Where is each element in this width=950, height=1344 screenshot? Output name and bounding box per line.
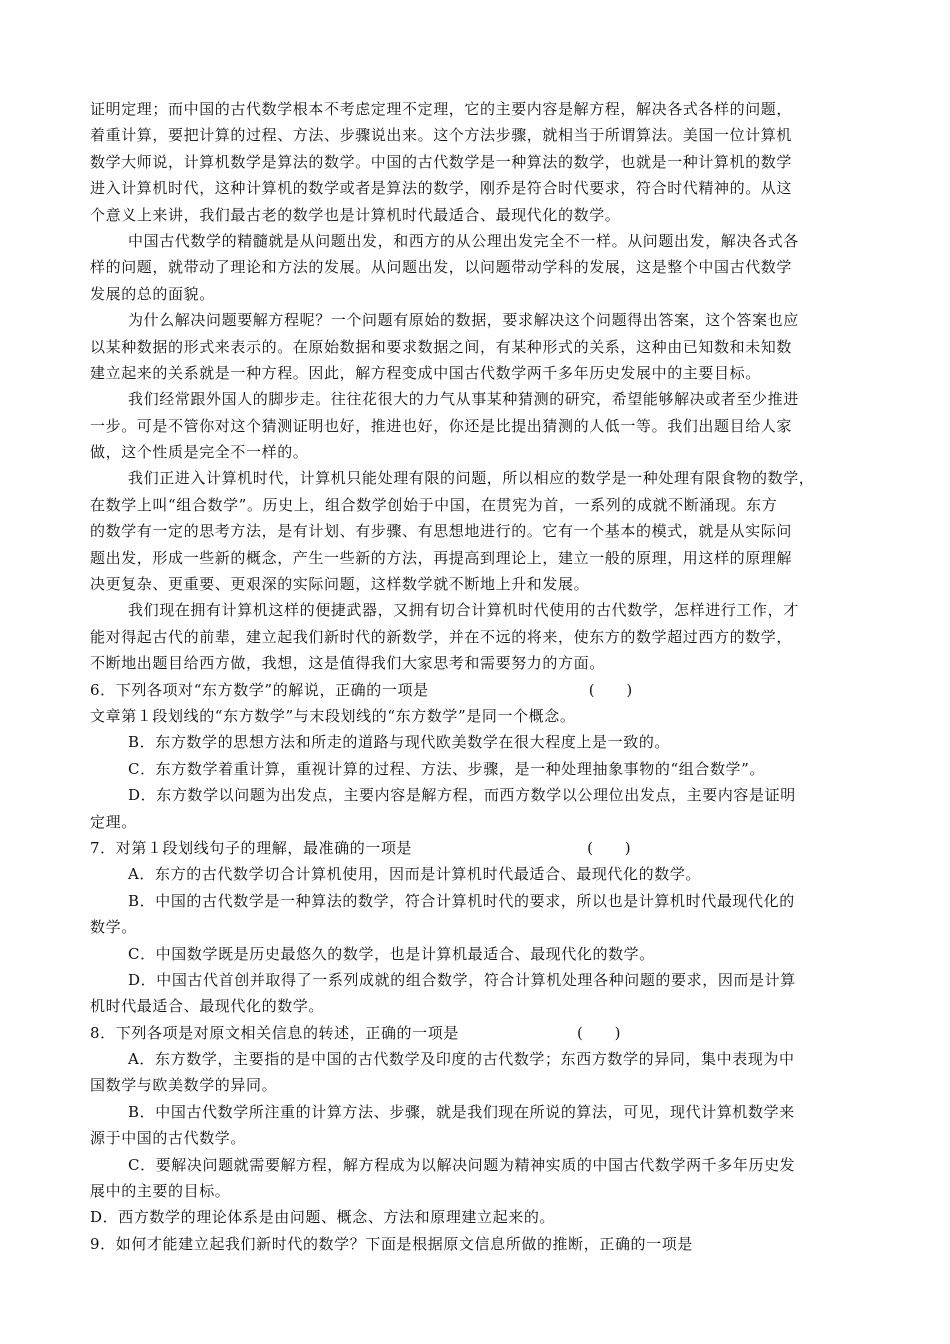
line-text: 做，这个性质是完全不一样的。 <box>90 443 309 462</box>
reading-passage <box>90 96 866 677</box>
line-text: C．要解决问题就需要解方程，解方程成为以解决问题为精神实质的中国古代数学两千多年历史发 <box>128 1155 796 1174</box>
line-text: 能对得起古代的前辈，建立起我们新时代的新数学，并在不远的将来，使东方的数学超过西方的数学， <box>90 627 793 646</box>
answer-blank: ( ) <box>587 838 632 857</box>
line-text: C．东方数学着重计算，重视计算的过程、方法、步骤，是一种处理抽象事物的“组合数学”。 <box>128 759 766 778</box>
passage-line <box>90 597 866 623</box>
line-text: 决更复杂、更重要、更艰深的实际问题，这样数学就不断地上升和发展。 <box>90 575 590 594</box>
line-text: D．中国古代首创并取得了一系列成就的组合数学，符合计算机处理各种问题的要求，因而是计算 <box>128 970 796 989</box>
line-text: 文章第１段划线的“东方数学”与末段划线的“东方数学”是同一个概念。 <box>90 706 576 725</box>
line-text: 在数学上叫“组合数学”。历史上，组合数学创始于中国，在贯宪为首，一系列的成就不断涌现。东方 <box>90 495 778 514</box>
question-line <box>90 729 866 755</box>
passage-line <box>90 545 866 571</box>
line-text: 着重计算，要把计算的过程、方法、步骤说出来。这个方法步骤，就相当于所谓算法。美国一位计算机 <box>90 126 793 145</box>
question-line <box>90 809 866 835</box>
line-text: 7．对第１段划线句子的理解，最准确的一项是 <box>90 838 413 857</box>
passage-line <box>90 122 866 148</box>
line-text: 数学大师说，计算机数学是算法的数学。中国的古代数学是一种算法的数学，也就是一种计算机的数学 <box>90 152 793 171</box>
passage-line <box>90 175 866 201</box>
line-text: 以某种数据的形式来表示的。在原始数据和要求数据之间，有某种形式的关系，这种由已知数和未知数 <box>90 337 793 356</box>
question-line <box>90 1204 866 1230</box>
question-line <box>90 914 866 940</box>
question-line <box>90 888 866 914</box>
line-text: 我们经常跟外国人的脚步走。往往花很大的力气从事某种猜测的研究，希望能够解决或者至少推进 <box>128 390 799 409</box>
line-text: 个意义上来讲，我们最古老的数学也是计算机时代最适合、最现代化的数学。 <box>90 205 621 224</box>
passage-line <box>90 96 866 122</box>
passage-line <box>90 413 866 439</box>
line-text: 证明定理；而中国的古代数学根本不考虑定理不定理，它的主要内容是解方程，解决各式各样的问题， <box>90 100 793 118</box>
line-text: A．东方数学，主要指的是中国的古代数学及印度的古代数学；东西方数学的异同，集中表现为中 <box>128 1050 795 1069</box>
line-text: 中国古代数学的精髓就是从问题出发，和西方的从公理出发完全不一样。从问题出发，解决各式各 <box>128 231 799 250</box>
question-line <box>90 1178 866 1204</box>
question-line <box>90 967 866 993</box>
line-text: 8．下列各项是对原文相关信息的转述，正确的一项是 <box>90 1023 459 1042</box>
question-line <box>90 1072 866 1098</box>
question-line <box>90 861 866 887</box>
document-page <box>90 96 866 1257</box>
passage-line <box>90 571 866 597</box>
line-text: 为什么解决问题要解方程呢？一个问题有原始的数据，要求解决这个问题得出答案，这个答案也应 <box>128 311 799 330</box>
line-text: 机时代最适合、最现代化的数学。 <box>90 997 325 1016</box>
line-text: 6．下列各项对“东方数学”的解说，正确的一项是 <box>90 680 429 699</box>
passage-line <box>90 307 866 333</box>
passage-line <box>90 149 866 175</box>
question-line <box>90 1046 866 1072</box>
line-text: D．西方数学的理论体系是由问题、概念、方法和原理建立起来的。 <box>90 1208 556 1227</box>
line-text: 样的问题，就带动了理论和方法的发展。从问题出发，以问题带动学科的发展，这是整个中国古代数学 <box>90 258 793 277</box>
line-text: 我们现在拥有计算机这样的便捷武器，又拥有切合计算机时代使用的古代数学，怎样进行工作，才 <box>128 601 799 620</box>
passage-line <box>90 439 866 465</box>
line-text: B．中国的古代数学是一种算法的数学，符合计算机时代的要求，所以也是计算机时代最现代化的 <box>128 891 795 910</box>
question-line <box>90 1231 866 1257</box>
line-text: 建立起来的关系就是一种方程。因此，解方程变成中国古代数学两千多年历史发展中的主要目标。 <box>90 363 761 382</box>
line-text: D．东方数学以问题为出发点，主要内容是解方程，而西方数学以公理位出发点，主要内容是证明 <box>128 786 796 805</box>
line-text: 数学。 <box>90 918 137 937</box>
passage-line <box>90 650 866 676</box>
passage-line <box>90 334 866 360</box>
line-text: A．东方的古代数学切合计算机使用，因而是计算机时代最适合、最现代化的数学。 <box>128 865 702 884</box>
question-line <box>90 703 866 729</box>
passage-line <box>90 492 866 518</box>
line-text: 的数学有一定的思考方法，是有计划、有步骤、有思想地进行的。它有一个基本的模式，就是从实际问 <box>90 522 793 541</box>
question-line <box>90 1099 866 1125</box>
question-line <box>90 1125 866 1151</box>
question-section <box>90 677 866 1258</box>
passage-line <box>90 202 866 228</box>
question-line <box>90 993 866 1019</box>
question-line <box>90 1152 866 1178</box>
line-text: 发展的总的面貌。 <box>90 284 215 303</box>
answer-blank: ( ) <box>588 680 633 699</box>
question-stem <box>90 677 866 703</box>
line-text: B．东方数学的思想方法和所走的道路与现代欧美数学在很大程度上是一致的。 <box>128 733 671 752</box>
question-line <box>90 941 866 967</box>
passage-line <box>90 281 866 307</box>
answer-blank: ( ) <box>576 1023 622 1042</box>
passage-line <box>90 360 866 386</box>
question-line <box>90 756 866 782</box>
line-text: 我们正进入计算机时代，计算机只能处理有限的问题，所以相应的数学是一种处理有限食物的数学， <box>128 469 815 488</box>
passage-line <box>90 465 866 491</box>
line-text: 题出发，形成一些新的概念，产生一些新的方法，再提高到理论上，建立一般的原理，用这样的原理解 <box>90 548 793 567</box>
passage-line <box>90 624 866 650</box>
question-stem <box>90 835 866 861</box>
line-text: 源于中国的古代数学。 <box>90 1129 247 1148</box>
line-text: 不断地出题目给西方做，我想，这是值得我们大家思考和需要努力的方面。 <box>90 654 605 673</box>
line-text: 一步。可是不管你对这个猜测证明也好，推进也好，你还是比提出猜测的人低一等。我们出题目给人家 <box>90 416 793 435</box>
passage-line <box>90 228 866 254</box>
passage-line <box>90 386 866 412</box>
line-text: C．中国数学既是历史最悠久的数学，也是计算机最适合、最现代化的数学。 <box>128 944 655 963</box>
question-line <box>90 782 866 808</box>
line-text: 定理。 <box>90 812 137 831</box>
passage-line <box>90 254 866 280</box>
line-text: 9．如何才能建立起我们新时代的数学？下面是根据原文信息所做的推断，正确的一项是 <box>90 1234 693 1253</box>
line-text: B．中国古代数学所注重的计算方法、步骤，就是我们现在所说的算法，可见，现代计算机数学来 <box>128 1102 795 1121</box>
line-text: 进入计算机时代，这种计算机的数学或者是算法的数学，刚乔是符合时代要求，符合时代精神的。从这 <box>90 179 793 198</box>
question-stem <box>90 1020 866 1046</box>
passage-line <box>90 518 866 544</box>
line-text: 国数学与欧美数学的异同。 <box>90 1076 278 1095</box>
line-text: 展中的主要的目标。 <box>90 1182 231 1201</box>
